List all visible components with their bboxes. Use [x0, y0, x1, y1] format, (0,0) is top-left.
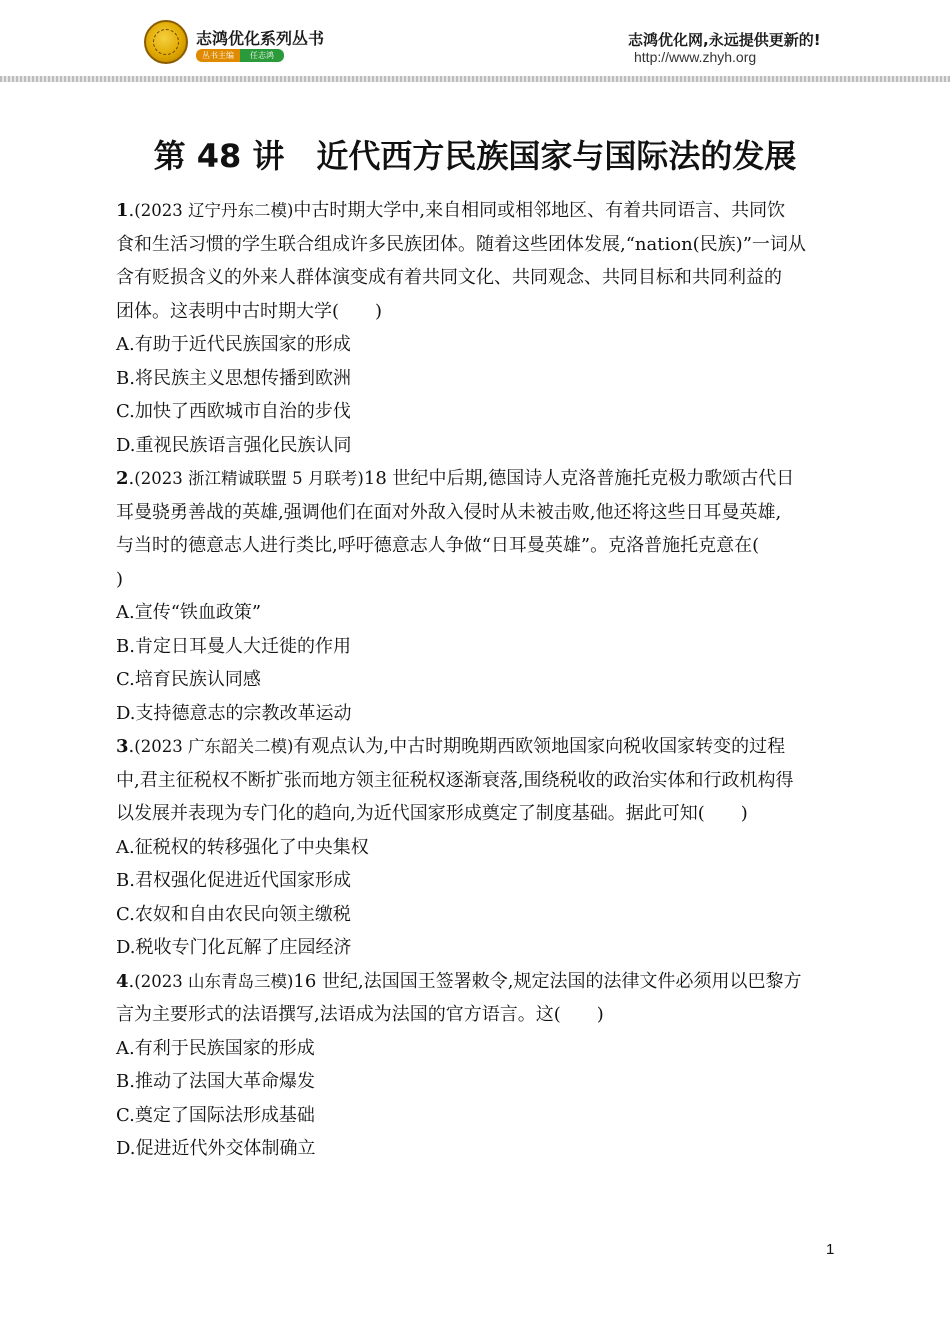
question-number: 2	[116, 468, 129, 489]
question-line: 1.(2023 辽宁丹东二模)中古时期大学中,来自相同或相邻地区、有着共同语言、共同饮	[116, 200, 786, 221]
question-line: 团体。这表明中古时期大学( )	[116, 300, 383, 322]
series-logo	[144, 20, 344, 66]
question-line: 言为主要形式的法语撰写,法语成为法国的官方语言。这( )	[116, 1004, 604, 1025]
question-source: (2023 辽宁丹东二模)	[134, 201, 294, 220]
seal-icon	[144, 20, 188, 64]
question-number: 3	[116, 736, 129, 757]
page-title: 第 48 讲 近代西方民族国家与国际法的发展	[153, 137, 797, 175]
option-a: A.征税权的转移强化了中央集权	[116, 836, 369, 858]
question-line: 以发展并表现为专门化的趋向,为近代国家形成奠定了制度基础。据此可知( )	[116, 803, 748, 824]
question-line: 含有贬损含义的外来人群体演变成有着共同文化、共同观念、共同目标和共同利益的	[116, 267, 782, 288]
editor-label: 丛书主编	[196, 49, 240, 62]
option-d: D.支持德意志的宗教改革运动	[116, 702, 352, 724]
page-header	[0, 0, 950, 82]
question	[116, 730, 834, 965]
question-line: 耳曼骁勇善战的英雄,强调他们在面对外敌入侵时从未被击败,他还将这些日耳曼英雄,	[116, 501, 782, 523]
option-c: C.加快了西欧城市自治的步伐	[116, 401, 351, 422]
question	[116, 965, 834, 1166]
question-source: (2023 山东青岛三模)	[134, 971, 294, 991]
option-d: D.税收专门化瓦解了庄园经济	[116, 937, 352, 958]
option-b: B.推动了法国大革命爆发	[116, 1071, 315, 1092]
option-a: A.宣传“铁血政策”	[116, 602, 262, 623]
question-line: 与当时的德意志人进行类比,呼吁德意志人争做“日耳曼英雄”。克洛普施托克意在(	[116, 535, 760, 556]
question-line: )	[116, 568, 124, 590]
option-d: D.促进近代外交体制确立	[116, 1138, 316, 1159]
option-a: A.有助于近代民族国家的形成	[116, 334, 351, 355]
question	[116, 462, 834, 730]
site-slogan: 志鸿优化网,永远提供更新的!	[628, 31, 821, 49]
option-b: B.肯定日耳曼人大迁徙的作用	[116, 635, 351, 657]
question-line: 中,君主征税权不断扩张而地方领主征税权逐渐衰落,围绕税收的政治实体和行政机构得	[116, 769, 794, 791]
option-c: C.农奴和自由农民向领主缴税	[116, 903, 351, 925]
option-b: B.将民族主义思想传播到欧洲	[116, 367, 351, 389]
editor-name: 任志鸿	[240, 49, 284, 62]
question-line: 食和生活习惯的学生联合组成许多民族团体。随着这些团体发展,“nation(民族)”一词从	[116, 233, 806, 255]
question-list	[116, 194, 834, 1166]
option-c: C.培育民族认同感	[116, 669, 261, 690]
question-text: 中古时期大学中,来自相同或相邻地区、有着共同语言、共同饮	[293, 200, 786, 221]
option-c: C.奠定了国际法形成基础	[116, 1104, 315, 1126]
question-source: (2023 广东韶关二模)	[134, 737, 294, 756]
question-text: 16 世纪,法国国王签署敕令,规定法国的法律文件必须用以巴黎方	[293, 970, 802, 992]
site-url[interactable]: http://www.zhyh.org	[634, 49, 757, 65]
question-number: 4	[116, 970, 129, 992]
editor-badge	[196, 49, 284, 62]
question	[116, 194, 834, 462]
option-a: A.有利于民族国家的形成	[116, 1037, 315, 1059]
header-divider	[0, 76, 950, 82]
question-line: 4.(2023 山东青岛三模)16 世纪,法国国王签署敕令,规定法国的法律文件必须用以巴黎方	[116, 970, 802, 992]
question-source: (2023 浙江精诚联盟 5 月联考)	[134, 469, 364, 488]
series-title: 志鸿优化系列丛书	[196, 29, 325, 48]
option-d: D.重视民族语言强化民族认同	[116, 434, 352, 456]
question-number: 1	[116, 200, 129, 221]
question-line: 3.(2023 广东韶关二模)有观点认为,中古时期晚期西欧领地国家向税收国家转变的过程	[116, 736, 786, 757]
question-text: 18 世纪中后期,德国诗人克洛普施托克极力歌颂古代日	[363, 468, 795, 489]
question-text: 有观点认为,中古时期晚期西欧领地国家向税收国家转变的过程	[293, 736, 786, 757]
option-b: B.君权强化促进近代国家形成	[116, 870, 351, 891]
page-number: 1	[826, 1241, 835, 1258]
question-line: 2.(2023 浙江精诚联盟 5 月联考)18 世纪中后期,德国诗人克洛普施托克极力歌颂古代日	[116, 468, 795, 489]
